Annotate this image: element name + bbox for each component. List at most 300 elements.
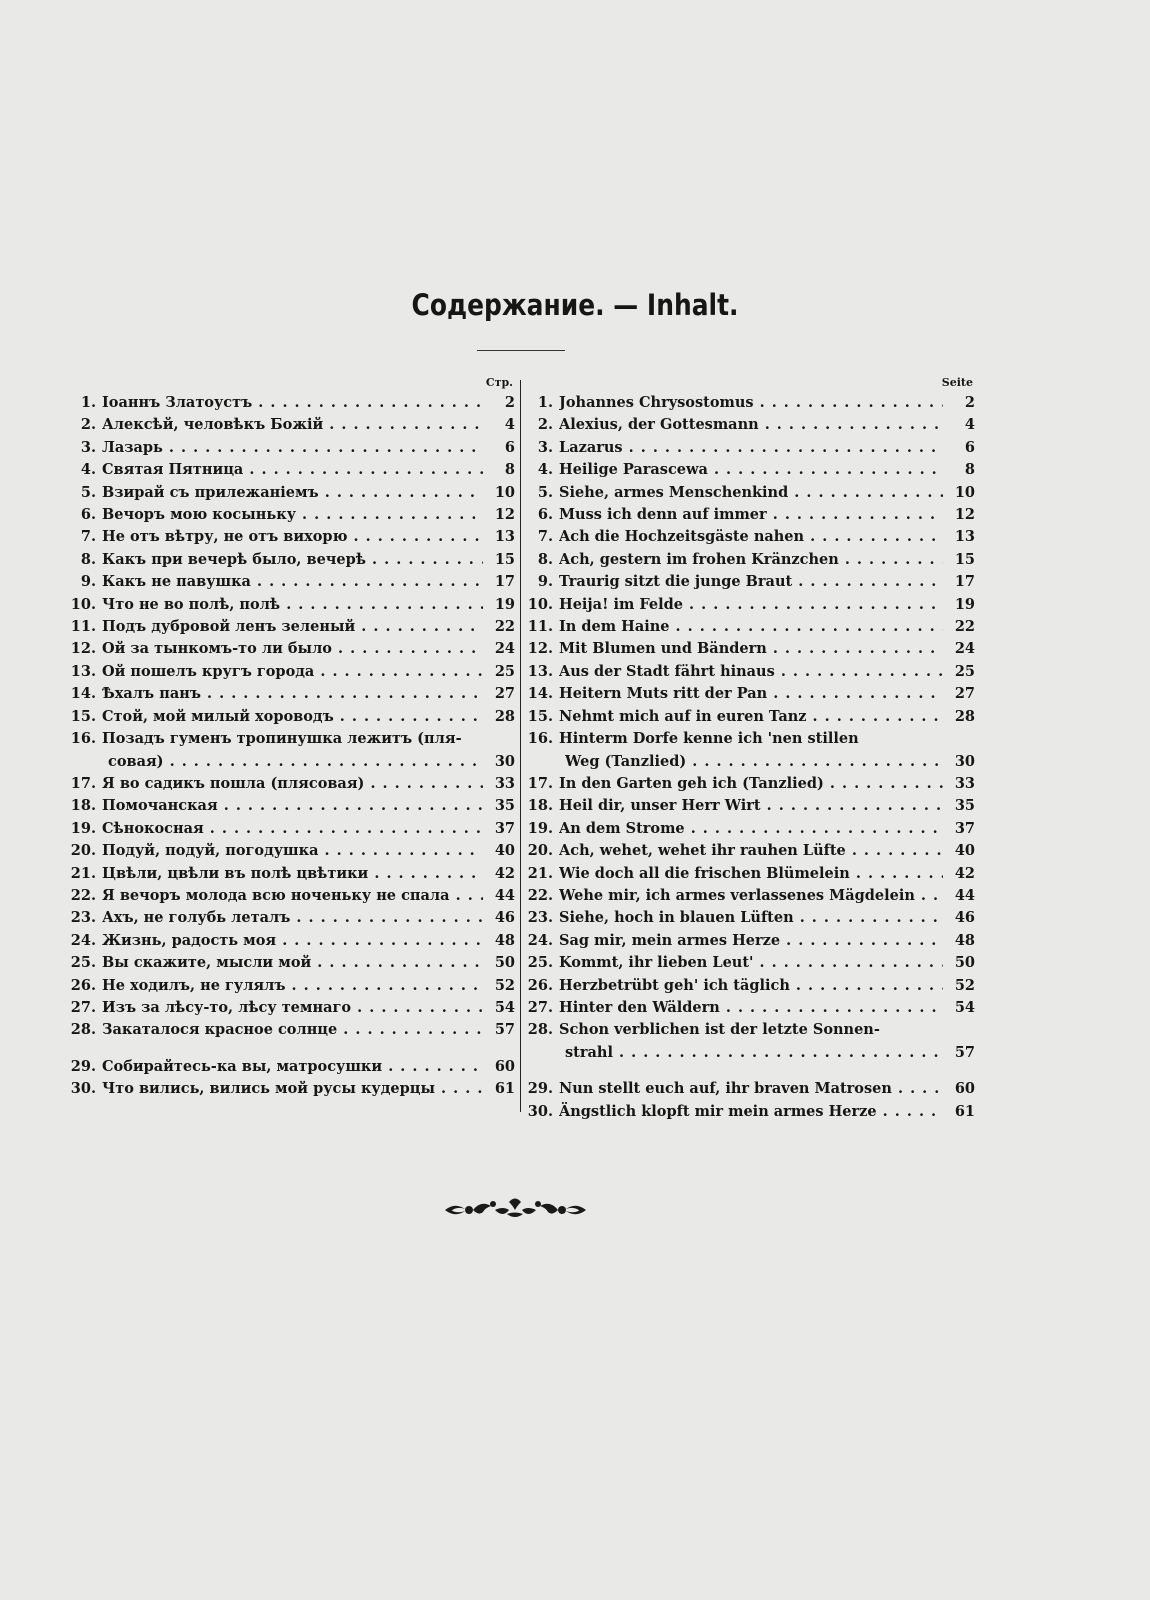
entry-number: 2. bbox=[537, 416, 553, 434]
entry-page-number: 12 bbox=[494, 506, 515, 524]
entry-title-wrapper bbox=[559, 863, 943, 885]
entry-title-wrapper bbox=[559, 482, 943, 504]
german-toc-entry bbox=[527, 840, 975, 862]
entry-title: Johannes Chrysostomus . . . bbox=[559, 394, 943, 411]
entry-title: Не отъ вѣтру, не отъ вихорю . . . bbox=[102, 528, 483, 545]
german-toc-entry-continuation bbox=[527, 751, 975, 773]
entry-page-number: 4 bbox=[964, 416, 975, 434]
entry-page-number: 2 bbox=[504, 394, 515, 411]
german-toc-entry bbox=[527, 795, 975, 817]
entry-page-number: 10 bbox=[954, 483, 975, 501]
entry-page-number: 50 bbox=[494, 954, 515, 972]
entry-title: Я во садикъ пошла (плясовая) . . . bbox=[102, 775, 483, 792]
russian-toc-entry bbox=[70, 594, 515, 616]
entry-number: 14. bbox=[70, 685, 96, 703]
entry-number: 16. bbox=[527, 730, 553, 748]
entry-number: 28. bbox=[527, 1021, 553, 1039]
entry-title: Traurig sitzt die junge Braut . . . bbox=[559, 573, 943, 590]
russian-toc-entry-continuation bbox=[70, 751, 515, 773]
entry-title: Nehmt mich auf in euren Tanz . . . bbox=[559, 708, 943, 725]
entry-number: 6. bbox=[80, 506, 96, 524]
russian-toc-entry bbox=[70, 504, 515, 526]
russian-toc-entry bbox=[70, 840, 515, 862]
entry-title-wrapper bbox=[559, 616, 943, 638]
entry-title-wrapper bbox=[102, 504, 483, 526]
entry-page-number: 37 bbox=[954, 819, 975, 837]
russian-section-gap bbox=[70, 1042, 515, 1056]
entry-page-number: 57 bbox=[954, 1043, 975, 1061]
russian-toc-entry bbox=[70, 795, 515, 817]
entry-page-number: 44 bbox=[494, 886, 515, 904]
entry-number: 18. bbox=[527, 797, 553, 815]
entry-title-line: Weg (Tanzlied) . . . bbox=[565, 753, 943, 770]
entry-number: 21. bbox=[70, 864, 96, 882]
german-toc-entry bbox=[527, 482, 975, 504]
entry-number: 15. bbox=[70, 707, 96, 725]
entry-page-number: 33 bbox=[494, 774, 515, 792]
entry-title: Siehe, hoch in blauen Lüften . . . bbox=[559, 909, 943, 926]
entry-title: Heilige Parascewa . . . bbox=[559, 461, 943, 478]
entry-page-number: 15 bbox=[494, 550, 515, 568]
entry-title-wrapper bbox=[102, 773, 483, 795]
russian-toc-entry bbox=[70, 818, 515, 840]
entry-title-line: Позадъ гуменъ тропинушка лежитъ (пля- bbox=[102, 730, 462, 748]
german-toc-entry bbox=[527, 997, 975, 1019]
entry-title-wrapper bbox=[565, 1042, 943, 1064]
entry-title: Aus der Stadt fährt hinaus . . . bbox=[559, 663, 943, 680]
entry-title: Какъ при вечерѣ было, вечерѣ . . . bbox=[102, 551, 483, 568]
entry-number: 15. bbox=[527, 707, 553, 725]
german-section-gap bbox=[527, 1064, 975, 1078]
entry-title-wrapper bbox=[559, 773, 943, 795]
german-toc-entry bbox=[527, 773, 975, 795]
entry-title-line: strahl . . . bbox=[565, 1044, 943, 1061]
entry-number: 29. bbox=[70, 1057, 96, 1075]
german-toc-entry bbox=[527, 549, 975, 571]
entry-page-number: 10 bbox=[494, 483, 515, 501]
entry-number: 8. bbox=[80, 550, 96, 568]
entry-title: Sag mir, mein armes Herze . . . bbox=[559, 932, 943, 949]
entry-page-number: 42 bbox=[954, 864, 975, 882]
entry-title-wrapper bbox=[559, 526, 943, 548]
entry-number: 30. bbox=[70, 1080, 96, 1098]
entry-number: 4. bbox=[537, 461, 553, 479]
entry-number: 13. bbox=[527, 662, 553, 680]
entry-title-wrapper bbox=[102, 907, 483, 929]
entry-page-number: 37 bbox=[494, 819, 515, 837]
entry-title-wrapper bbox=[102, 863, 483, 885]
russian-toc-entry bbox=[70, 728, 515, 750]
russian-toc-entry bbox=[70, 437, 515, 459]
entry-title-wrapper bbox=[102, 482, 483, 504]
entry-page-number: 30 bbox=[954, 752, 975, 770]
russian-toc-entry bbox=[70, 482, 515, 504]
entry-number: 1. bbox=[537, 394, 553, 411]
entry-page-number: 46 bbox=[494, 909, 515, 927]
entry-number: 1. bbox=[80, 394, 96, 411]
entry-title-wrapper bbox=[559, 504, 943, 526]
entry-page-number: 8 bbox=[504, 461, 515, 479]
russian-toc-entry bbox=[70, 885, 515, 907]
entry-number: 4. bbox=[80, 461, 96, 479]
russian-toc-entry bbox=[70, 549, 515, 571]
entry-title: Что не во полѣ, полѣ . . . bbox=[102, 596, 483, 613]
entry-title-wrapper bbox=[102, 885, 483, 907]
entry-number: 5. bbox=[537, 483, 553, 501]
russian-toc-entry bbox=[70, 414, 515, 436]
entry-number: 21. bbox=[527, 864, 553, 882]
entry-title-wrapper bbox=[102, 818, 483, 840]
entry-number: 7. bbox=[537, 528, 553, 546]
entry-page-number: 61 bbox=[494, 1080, 515, 1098]
entry-title-wrapper bbox=[102, 571, 483, 593]
entry-title-wrapper bbox=[559, 437, 943, 459]
german-toc-entry bbox=[527, 975, 975, 997]
entry-number: 22. bbox=[70, 886, 96, 904]
entry-title: Wehe mir, ich armes verlassenes Mägdelein . . . bbox=[559, 887, 943, 904]
entry-page-number: 25 bbox=[954, 662, 975, 680]
entry-title: Лазарь . . . bbox=[102, 439, 483, 456]
entry-title-wrapper bbox=[559, 885, 943, 907]
german-toc-entry bbox=[527, 437, 975, 459]
entry-title-wrapper bbox=[102, 392, 483, 414]
german-toc-entry bbox=[527, 616, 975, 638]
entry-page-number: 35 bbox=[494, 797, 515, 815]
entry-title-wrapper bbox=[559, 1101, 943, 1123]
russian-page-header: Стр. bbox=[485, 376, 513, 389]
russian-toc-entry bbox=[70, 1019, 515, 1041]
entry-number: 23. bbox=[70, 909, 96, 927]
entry-title-wrapper bbox=[559, 706, 943, 728]
entry-title: Подуй, подуй, погодушка . . . bbox=[102, 842, 483, 859]
entry-title: Siehe, armes Menschenkind . . . bbox=[559, 484, 943, 501]
entry-page-number: 42 bbox=[494, 864, 515, 882]
russian-toc-entry bbox=[70, 683, 515, 705]
entry-title-wrapper bbox=[559, 952, 943, 974]
german-toc-entry bbox=[527, 392, 975, 414]
german-toc-entry bbox=[527, 526, 975, 548]
entry-title: Ach, wehet, wehet ihr rauhen Lüfte . . . bbox=[559, 842, 943, 859]
entry-page-number: 40 bbox=[954, 842, 975, 860]
german-toc-entry bbox=[527, 952, 975, 974]
entry-page-number: 17 bbox=[494, 573, 515, 591]
entry-title-wrapper bbox=[559, 818, 943, 840]
entry-number: 20. bbox=[527, 842, 553, 860]
german-toc-entry bbox=[527, 728, 975, 750]
entry-title-wrapper bbox=[559, 840, 943, 862]
entry-page-number: 52 bbox=[954, 976, 975, 994]
entry-title: Святая Пятница . . . bbox=[102, 461, 483, 478]
entry-title: Алексѣй, человѣкъ Божій . . . bbox=[102, 416, 483, 433]
entry-page-number: 6 bbox=[504, 438, 515, 456]
entry-title-wrapper bbox=[559, 549, 943, 571]
russian-toc-entry bbox=[70, 392, 515, 414]
entry-title: Mit Blumen und Bändern . . . bbox=[559, 640, 943, 657]
german-toc-entry bbox=[527, 414, 975, 436]
entry-title-wrapper bbox=[559, 1078, 943, 1100]
entry-number: 18. bbox=[70, 797, 96, 815]
german-toc-entry bbox=[527, 885, 975, 907]
entry-number: 6. bbox=[537, 506, 553, 524]
german-toc-entry bbox=[527, 459, 975, 481]
entry-title: In dem Haine . . . bbox=[559, 618, 943, 635]
entry-page-number: 60 bbox=[494, 1057, 515, 1075]
entry-title-line: совая) . . . bbox=[108, 753, 483, 770]
entry-page-number: 30 bbox=[494, 752, 515, 770]
entry-title-wrapper bbox=[559, 392, 943, 414]
entry-number: 20. bbox=[70, 842, 96, 860]
entry-page-number: 52 bbox=[494, 976, 515, 994]
entry-page-number: 27 bbox=[954, 685, 975, 703]
entry-title-wrapper bbox=[559, 414, 943, 436]
entry-title: Alexius, der Gottesmann . . . bbox=[559, 416, 943, 433]
entry-page-number: 28 bbox=[494, 707, 515, 725]
entry-title: Вечоръ мою косыньку . . . bbox=[102, 506, 483, 523]
entry-title: Стой, мой милый хороводъ . . . bbox=[102, 708, 483, 725]
german-toc-entry bbox=[527, 571, 975, 593]
entry-number: 10. bbox=[527, 595, 553, 613]
russian-toc-entry bbox=[70, 706, 515, 728]
entry-title-wrapper bbox=[102, 549, 483, 571]
entry-title: Lazarus . . . bbox=[559, 439, 943, 456]
german-toc-entry bbox=[527, 504, 975, 526]
entry-number: 5. bbox=[80, 483, 96, 501]
entry-page-number: 22 bbox=[954, 618, 975, 636]
russian-toc-entry bbox=[70, 459, 515, 481]
entry-number: 30. bbox=[527, 1102, 553, 1120]
german-toc-entry bbox=[527, 638, 975, 660]
entry-number: 3. bbox=[537, 438, 553, 456]
entry-title-wrapper bbox=[102, 459, 483, 481]
entry-title: Жизнь, радость моя . . . bbox=[102, 932, 483, 949]
entry-number: 8. bbox=[537, 550, 553, 568]
german-toc-entry bbox=[527, 1101, 975, 1123]
entry-title: Ѣхалъ панъ . . . bbox=[102, 685, 483, 702]
entry-title-line: Hinterm Dorfe kenne ich 'nen stillen bbox=[559, 730, 859, 748]
entry-title: In den Garten geh ich (Tanzlied) . . . bbox=[559, 775, 943, 792]
german-toc-entry bbox=[527, 683, 975, 705]
entry-title: Взирай съ прилежаніемъ . . . bbox=[102, 484, 483, 501]
german-toc-entry bbox=[527, 907, 975, 929]
entry-page-number: 22 bbox=[494, 618, 515, 636]
entry-page-number: 6 bbox=[964, 438, 975, 456]
entry-number: 26. bbox=[70, 976, 96, 994]
german-toc-entry bbox=[527, 594, 975, 616]
entry-page-number: 46 bbox=[954, 909, 975, 927]
entry-title-wrapper bbox=[559, 683, 943, 705]
entry-page-number: 35 bbox=[954, 797, 975, 815]
entry-page-number: 33 bbox=[954, 774, 975, 792]
entry-number: 17. bbox=[70, 774, 96, 792]
entry-page-number: 4 bbox=[504, 416, 515, 434]
entry-title-wrapper bbox=[102, 594, 483, 616]
german-contents-column bbox=[527, 376, 975, 1123]
german-toc-entry bbox=[527, 661, 975, 683]
entry-title: Не ходилъ, не гулялъ . . . bbox=[102, 977, 483, 994]
entry-number: 12. bbox=[527, 640, 553, 658]
entry-page-number: 40 bbox=[494, 842, 515, 860]
entry-title-wrapper bbox=[559, 571, 943, 593]
entry-title-wrapper bbox=[102, 437, 483, 459]
entry-title: Что вились, вились мой русы кудерцы . . . bbox=[102, 1080, 483, 1097]
entry-title-wrapper bbox=[559, 907, 943, 929]
entry-title: Цвѣли, цвѣли въ полѣ цвѣтики . . . bbox=[102, 865, 483, 882]
entry-number: 23. bbox=[527, 909, 553, 927]
entry-title: Nun stellt euch auf, ihr braven Matrosen . . . bbox=[559, 1080, 943, 1097]
entry-number: 24. bbox=[70, 931, 96, 949]
page-title: Содержание. — Inhalt. bbox=[411, 288, 739, 322]
entry-number: 9. bbox=[537, 573, 553, 591]
entry-number: 14. bbox=[527, 685, 553, 703]
russian-toc-entry bbox=[70, 907, 515, 929]
entry-number: 27. bbox=[527, 998, 553, 1016]
entry-page-number: 48 bbox=[954, 931, 975, 949]
entry-page-number: 28 bbox=[954, 707, 975, 725]
entry-title: Изъ за лѣсу-то, лѣсу темнаго . . . bbox=[102, 999, 483, 1016]
entry-title: Закаталося красное солнце . . . bbox=[102, 1021, 483, 1038]
entry-title-wrapper bbox=[102, 930, 483, 952]
entry-title: Ach die Hochzeitsgäste nahen . . . bbox=[559, 528, 943, 545]
entry-title-wrapper bbox=[102, 997, 483, 1019]
entry-page-number: 24 bbox=[954, 640, 975, 658]
entry-title: Сѣнокосная . . . bbox=[102, 820, 483, 837]
entry-title-wrapper bbox=[559, 930, 943, 952]
russian-toc-entry bbox=[70, 997, 515, 1019]
entry-number: 28. bbox=[70, 1021, 96, 1039]
entry-title-wrapper bbox=[102, 638, 483, 660]
entry-title-wrapper bbox=[102, 706, 483, 728]
title-rule bbox=[477, 350, 565, 351]
entry-page-number: 25 bbox=[494, 662, 515, 680]
entry-title-wrapper bbox=[102, 661, 483, 683]
entry-page-number: 44 bbox=[954, 886, 975, 904]
entry-title: Ach, gestern im frohen Kränzchen . . . bbox=[559, 551, 943, 568]
entry-number: 24. bbox=[527, 931, 553, 949]
entry-number: 16. bbox=[70, 730, 96, 748]
entry-page-number: 8 bbox=[964, 461, 975, 479]
entry-title-wrapper bbox=[102, 1056, 483, 1078]
column-divider bbox=[520, 380, 521, 1112]
entry-number: 10. bbox=[70, 595, 96, 613]
entry-page-number: 24 bbox=[494, 640, 515, 658]
entry-page-number: 19 bbox=[954, 595, 975, 613]
entry-number: 13. bbox=[70, 662, 96, 680]
entry-title-wrapper bbox=[102, 683, 483, 705]
entry-number: 25. bbox=[70, 954, 96, 972]
russian-contents-column bbox=[70, 376, 515, 1101]
entry-title: Собирайтесь-ка вы, матросушки . . . bbox=[102, 1058, 483, 1075]
entry-title: Ахъ, не голубь леталъ . . . bbox=[102, 909, 483, 926]
entry-page-number: 60 bbox=[954, 1080, 975, 1098]
entry-title: Помочанская . . . bbox=[102, 797, 483, 814]
entry-page-number: 13 bbox=[494, 528, 515, 546]
entry-title: Я вечоръ молода всю ноченьку не спала . . . bbox=[102, 887, 483, 904]
entry-number: 27. bbox=[70, 998, 96, 1016]
entry-title: Muss ich denn auf immer . . . bbox=[559, 506, 943, 523]
entry-number: 29. bbox=[527, 1080, 553, 1098]
german-toc-entry bbox=[527, 818, 975, 840]
russian-toc-entry bbox=[70, 526, 515, 548]
russian-toc-entry bbox=[70, 661, 515, 683]
entry-title-wrapper bbox=[102, 1078, 483, 1100]
entry-title-wrapper bbox=[559, 661, 943, 683]
entry-number: 19. bbox=[70, 819, 96, 837]
entry-number: 26. bbox=[527, 976, 553, 994]
entry-page-number: 61 bbox=[954, 1102, 975, 1120]
russian-toc-entry bbox=[70, 638, 515, 660]
russian-toc-entry bbox=[70, 616, 515, 638]
entry-title: Heitern Muts ritt der Pan . . . bbox=[559, 685, 943, 702]
entry-number: 12. bbox=[70, 640, 96, 658]
entry-page-number: 48 bbox=[494, 931, 515, 949]
entry-title: Подъ дубровой ленъ зеленый . . . bbox=[102, 618, 483, 635]
entry-number: 17. bbox=[527, 774, 553, 792]
entry-page-number: 54 bbox=[494, 998, 515, 1016]
russian-toc-entry bbox=[70, 571, 515, 593]
entry-title-wrapper bbox=[102, 414, 483, 436]
entry-title: Wie doch all die frischen Blümelein . . . bbox=[559, 865, 943, 882]
entry-title: Какъ не павушка . . . bbox=[102, 573, 483, 590]
entry-title: Іоаннъ Златоустъ . . . bbox=[102, 394, 483, 411]
entry-title: Ängstlich klopft mir mein armes Herze . . . bbox=[559, 1103, 943, 1120]
german-toc-entry-continuation bbox=[527, 1042, 975, 1064]
entry-title: Heija! im Felde . . . bbox=[559, 596, 943, 613]
entry-page-number: 50 bbox=[954, 954, 975, 972]
entry-title-wrapper bbox=[102, 1019, 483, 1041]
entry-title-wrapper bbox=[102, 840, 483, 862]
entry-title: Herzbetrübt geh' ich täglich . . . bbox=[559, 977, 943, 994]
entry-title-wrapper bbox=[102, 795, 483, 817]
entry-page-number: 19 bbox=[494, 595, 515, 613]
entry-page-number: 57 bbox=[494, 1021, 515, 1039]
entry-title-wrapper bbox=[102, 975, 483, 997]
german-toc-entry bbox=[527, 930, 975, 952]
entry-number: 2. bbox=[80, 416, 96, 434]
russian-toc-entry bbox=[70, 930, 515, 952]
entry-number: 3. bbox=[80, 438, 96, 456]
russian-toc-entry bbox=[70, 863, 515, 885]
floral-ornament-icon bbox=[443, 1196, 588, 1222]
german-toc-entry bbox=[527, 863, 975, 885]
entry-title-wrapper bbox=[559, 795, 943, 817]
entry-title-line: Schon verblichen ist der letzte Sonnen- bbox=[559, 1021, 880, 1039]
entry-title-wrapper bbox=[102, 616, 483, 638]
german-toc-entry bbox=[527, 1078, 975, 1100]
entry-number: 11. bbox=[527, 618, 553, 636]
entry-number: 19. bbox=[527, 819, 553, 837]
entry-title-wrapper bbox=[108, 751, 483, 773]
entry-title-wrapper bbox=[102, 526, 483, 548]
russian-toc-entry bbox=[70, 1078, 515, 1100]
entry-title: Kommt, ihr lieben Leut' . . . bbox=[559, 954, 943, 971]
entry-title-wrapper bbox=[559, 638, 943, 660]
entry-page-number: 13 bbox=[954, 528, 975, 546]
russian-toc-entry bbox=[70, 952, 515, 974]
entry-title-wrapper bbox=[565, 751, 943, 773]
entry-title: Ой пошелъ кругъ города . . . bbox=[102, 663, 483, 680]
entry-title-wrapper bbox=[559, 975, 943, 997]
russian-toc-entry bbox=[70, 975, 515, 997]
entry-title: Ой за тынкомъ-то ли было . . . bbox=[102, 640, 483, 657]
entry-number: 22. bbox=[527, 886, 553, 904]
german-toc-entry bbox=[527, 1019, 975, 1041]
entry-number: 11. bbox=[70, 618, 96, 636]
entry-title-wrapper bbox=[559, 997, 943, 1019]
entry-number: 25. bbox=[527, 954, 553, 972]
entry-title-wrapper bbox=[559, 594, 943, 616]
russian-toc-entry bbox=[70, 773, 515, 795]
german-page-header: Seite bbox=[941, 376, 973, 389]
